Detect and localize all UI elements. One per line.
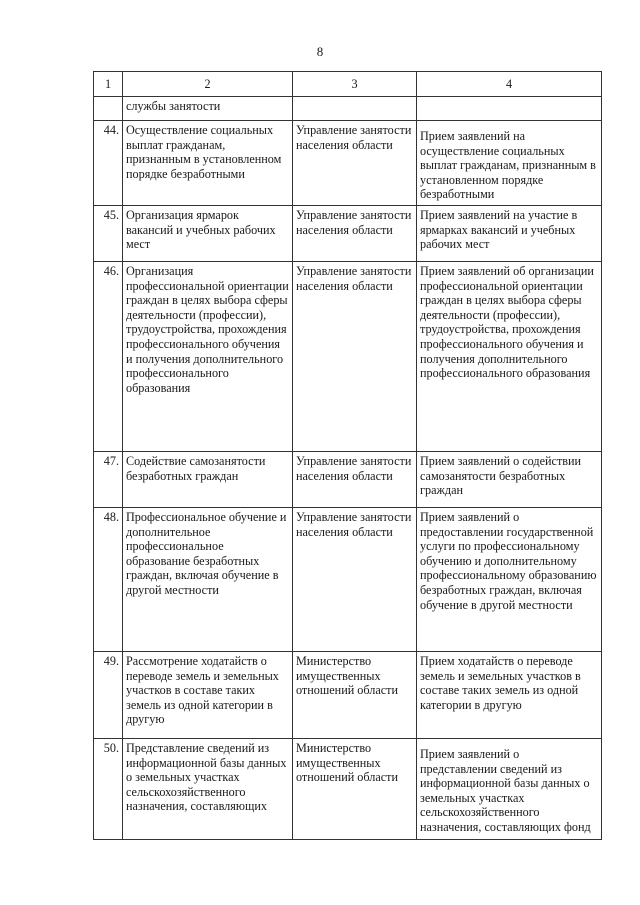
service-name: службы занятости (123, 97, 293, 121)
agency-name (293, 97, 417, 121)
header-col-2: 2 (123, 72, 293, 97)
table-row (94, 451, 602, 507)
service-name: Организация профессиональной ориентации граждан в целях выбора сферы деятельности (профессии), трудоустройства, прохождения профессионального обучения и получения дополнительного профессионального образования (123, 261, 293, 451)
agency-name: Управление занятости населения области (293, 121, 417, 206)
row-number (94, 97, 123, 121)
service-name: Организация ярмарок вакансий и учебных рабочих мест (123, 205, 293, 261)
header-col-4: 4 (417, 72, 602, 97)
agency-name: Министерство имущественных отношений области (293, 651, 417, 738)
action-text: Прием ходатайств о переводе земель и земельных участков в составе таких земель из одной категории в другую (417, 651, 602, 738)
service-name: Профессиональное обучение и дополнительное профессиональное образование безработных граждан, включая обучение в другой местности (123, 507, 293, 651)
continuation-row (94, 97, 602, 121)
agency-name: Управление занятости населения области (293, 451, 417, 507)
page-number: 8 (316, 44, 324, 59)
table-header-row (94, 72, 602, 97)
table-row (94, 121, 602, 206)
row-number: 47. (94, 451, 123, 507)
table-row (94, 507, 602, 651)
row-number: 44. (94, 121, 123, 206)
action-text: Прием заявлений об организации профессиональной ориентации граждан в целях выбора сферы деятельности (профессии), трудоустройства, прохождения профессионального обучения и получения дополнительного профессионального образования (417, 261, 602, 451)
header-col-1: 1 (94, 72, 123, 97)
service-name: Рассмотрение ходатайств о переводе земель и земельных участков в составе таких земель из одной категории в другую (123, 651, 293, 738)
agency-name: Министерство имущественных отношений области (293, 738, 417, 839)
agency-name: Управление занятости населения области (293, 205, 417, 261)
action-text: Прием заявлений о представлении сведений из информационной базы данных о земельных участках сельскохозяйственного назначения, составляющих фонд (417, 738, 602, 839)
row-number: 45. (94, 205, 123, 261)
action-text: Прием заявлений о содействии самозанятости безработных граждан (417, 451, 602, 507)
row-number: 48. (94, 507, 123, 651)
services-table (93, 71, 602, 840)
table-row (94, 205, 602, 261)
agency-name: Управление занятости населения области (293, 261, 417, 451)
action-text: Прием заявлений о предоставлении государственной услуги по профессиональному обучению и дополнительному профессиональному образованию безработных граждан, включая обучение в другой местности (417, 507, 602, 651)
header-col-3: 3 (293, 72, 417, 97)
table-row (94, 261, 602, 451)
service-name: Осуществление социальных выплат гражданам, признанным в установленном порядке безработными (123, 121, 293, 206)
row-number: 46. (94, 261, 123, 451)
table-row (94, 738, 602, 839)
row-number: 50. (94, 738, 123, 839)
agency-name: Управление занятости населения области (293, 507, 417, 651)
service-name: Содействие самозанятости безработных граждан (123, 451, 293, 507)
table-row (94, 651, 602, 738)
action-text: Прием заявлений на участие в ярмарках вакансий и учебных рабочих мест (417, 205, 602, 261)
row-number: 49. (94, 651, 123, 738)
action-text: Прием заявлений на осуществление социальных выплат гражданам, признанным в установленном порядке безработными (417, 121, 602, 206)
action-text (417, 97, 602, 121)
service-name: Представление сведений из информационной базы данных о земельных участках сельскохозяйственного назначения, составляющих (123, 738, 293, 839)
